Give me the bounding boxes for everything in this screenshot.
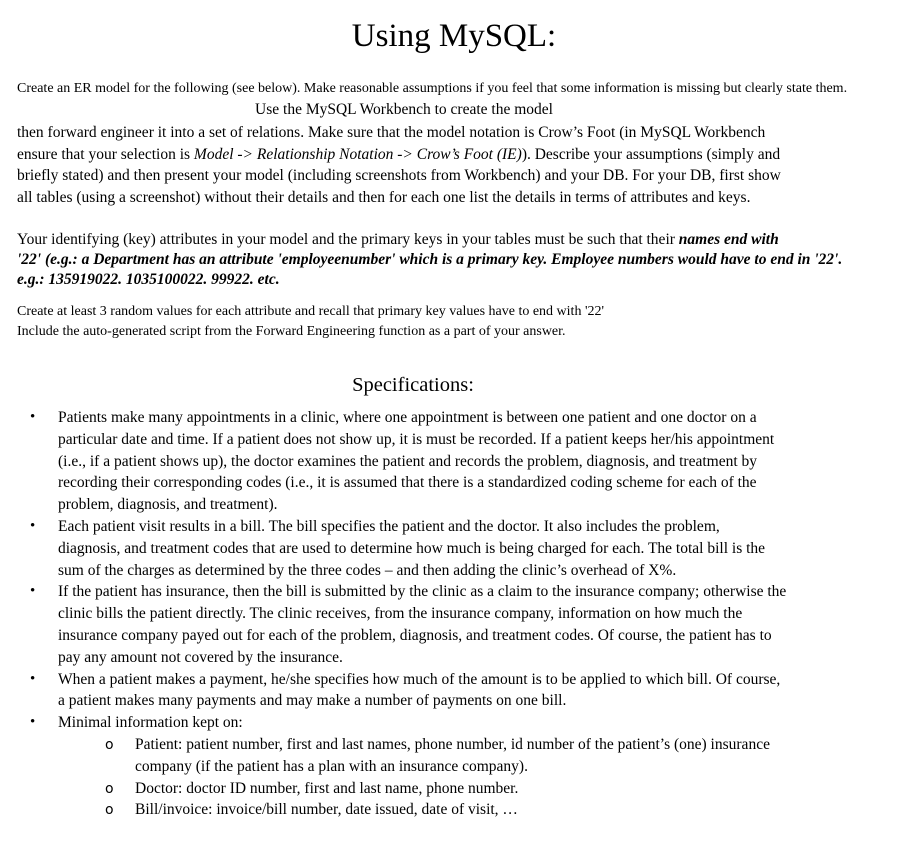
- list-line: Patients make many appointments in a clinic, where one appointment is between one patient and one doctor on a: [58, 409, 757, 426]
- bullet-icon: •: [30, 517, 36, 534]
- paragraph-line: Create at least 3 random values for each attribute and recall that primary key values have to end with '22': [17, 304, 604, 319]
- sub-list-item: [0, 799, 908, 821]
- key-naming-paragraph: [17, 230, 897, 290]
- bullet-icon: •: [30, 409, 36, 425]
- page-title: Using MySQL:: [351, 18, 557, 54]
- list-line: pay any amount not covered by the insurance.: [58, 648, 343, 666]
- sub-list-item: [0, 778, 908, 800]
- list-line: Bill/invoice: invoice/bill number, date issued, date of visit, …: [135, 801, 518, 819]
- bullet-icon: •: [30, 670, 36, 687]
- list-line: (i.e., if a patient shows up), the doctor examines the patient and records the problem, diagnosis, and treatment by: [58, 452, 758, 470]
- list-line: problem, diagnosis, and treatment).: [58, 496, 278, 514]
- bullet-icon: •: [30, 714, 36, 731]
- paragraph-line: [17, 230, 897, 250]
- text-run: ). Describe your assumptions (simply and: [521, 145, 781, 163]
- list-line: recording their corresponding codes (i.e., it is assumed that there is a standardized coding scheme for each of the: [58, 474, 757, 492]
- list-line: company (if the patient has a plan with an insurance company).: [135, 757, 528, 775]
- menu-path-text: Model -> Relationship Notation -> Crow’s Foot (IE): [193, 145, 522, 163]
- list-line: particular date and time. If a patient does not show up, it is must be recorded. If a patient keeps her/his appointment: [58, 430, 775, 448]
- list-line: Patient: patient number, first and last names, phone number, id number of the patient’s (one) insurance: [135, 735, 770, 753]
- random-values-paragraph: [17, 302, 897, 342]
- list-line: If the patient has insurance, then the bill is submitted by the clinic as a claim to the insurance company; otherwise the: [58, 583, 787, 601]
- list-line: When a patient makes a payment, he/she specifies how much of the amount is to be applied to which bill. Of course,: [58, 670, 781, 688]
- specifications-list: [0, 407, 908, 821]
- specifications-heading: Specifications:: [352, 374, 474, 396]
- paragraph-line: all tables (using a screenshot) without their details and then for each one list the details in terms of attributes and keys.: [17, 188, 751, 206]
- paragraph-line: then forward engineer it into a set of relations. Make sure that the model notation is Crow’s Foot (in MySQL Workbench: [17, 124, 766, 141]
- paragraph-line: [17, 270, 897, 290]
- instructions-paragraph: [17, 122, 897, 208]
- paragraph-line: '22' (e.g.: a Department has an attribute 'employeenumber' which is a primary key. Employee numbers would have to end in '22'.: [17, 251, 843, 268]
- list-line: insurance company payed out for each of the problem, diagnosis, and treatment codes. Of course, the patient has to: [58, 626, 772, 644]
- paragraph-line: briefly stated) and then present your model (including screenshots from Workbench) and your DB. For your DB, first show: [17, 167, 781, 184]
- list-item: [0, 407, 908, 516]
- bullet-icon: •: [30, 583, 36, 600]
- list-item: [0, 581, 908, 668]
- list-line: Each patient visit results in a bill. The bill specifies the patient and the doctor. It also includes the problem,: [58, 517, 720, 535]
- list-line: Minimal information kept on:: [58, 714, 243, 732]
- circle-bullet-icon: o: [105, 802, 114, 819]
- list-line: diagnosis, and treatment codes that are used to determine how much is being charged for each. The total bill is the: [58, 539, 766, 557]
- list-item: [0, 516, 908, 581]
- list-line: a patient makes many payments and may make a number of payments on one bill.: [58, 692, 567, 710]
- example-label: e.g.: 135919022. 1035100022. 99922. etc.: [17, 271, 280, 288]
- list-item: [0, 712, 908, 734]
- text-run: Your identifying (key) attributes in your model and the primary keys in your tables must be such that their: [17, 231, 679, 248]
- paragraph-line: [17, 144, 897, 166]
- list-item: [0, 669, 908, 713]
- circle-bullet-icon: o: [105, 780, 114, 797]
- list-line: sum of the charges as determined by the three codes – and then adding the clinic’s overhead of X%.: [58, 561, 677, 579]
- circle-bullet-icon: o: [105, 736, 114, 753]
- text-run: ensure that your selection is: [17, 145, 194, 163]
- paragraph-line: Include the auto-generated script from the Forward Engineering function as a part of your answer.: [17, 324, 566, 339]
- list-line: Doctor: doctor ID number, first and last name, phone number.: [135, 779, 519, 797]
- intro-line-1: Create an ER model for the following (see below). Make reasonable assumptions if you feel that some information is missing but clearly state them.: [17, 81, 848, 96]
- list-line: clinic bills the patient directly. The clinic receives, from the insurance company, information on how much the: [58, 605, 743, 623]
- emphasis-text: names end with: [678, 231, 779, 248]
- intro-line-2: Use the MySQL Workbench to create the model: [255, 101, 553, 118]
- sub-list-item: [0, 734, 908, 778]
